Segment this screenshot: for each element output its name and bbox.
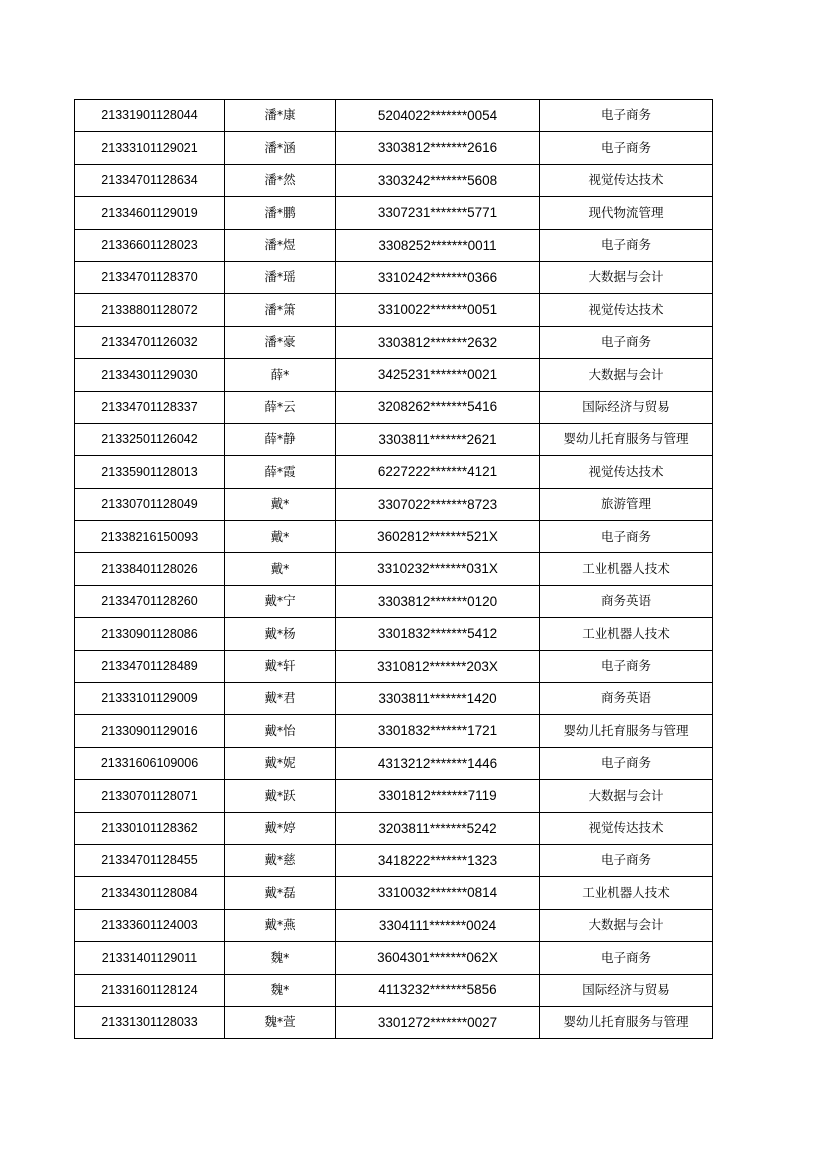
- id-card-cell: 3301832*******5412: [336, 618, 540, 650]
- name-cell: 戴*妮: [225, 747, 336, 779]
- table-row: [75, 197, 713, 229]
- student-id-cell: 21331301128033: [75, 1006, 225, 1038]
- name-cell: 薛*静: [225, 423, 336, 455]
- id-card-cell: 3307022*******8723: [336, 488, 540, 520]
- id-card-cell: 3303811*******1420: [336, 683, 540, 715]
- name-cell: 潘*豪: [225, 326, 336, 358]
- name-cell: 潘*鹏: [225, 197, 336, 229]
- student-id-cell: 21334701128455: [75, 844, 225, 876]
- table-row: [75, 229, 713, 261]
- id-card-cell: 3303812*******2632: [336, 326, 540, 358]
- major-cell: 电子商务: [540, 326, 713, 358]
- major-cell: 大数据与会计: [540, 359, 713, 391]
- name-cell: 魏*: [225, 942, 336, 974]
- major-cell: 婴幼儿托育服务与管理: [540, 423, 713, 455]
- student-id-cell: 21331901128044: [75, 100, 225, 132]
- student-id-cell: 21335901128013: [75, 456, 225, 488]
- major-cell: 视觉传达技术: [540, 294, 713, 326]
- id-card-cell: 3310232*******031X: [336, 553, 540, 585]
- major-cell: 商务英语: [540, 585, 713, 617]
- id-card-cell: 3307231*******5771: [336, 197, 540, 229]
- major-cell: 电子商务: [540, 942, 713, 974]
- table-row: [75, 521, 713, 553]
- table-row: [75, 877, 713, 909]
- student-id-cell: 21331606109006: [75, 747, 225, 779]
- table-row: [75, 974, 713, 1006]
- student-id-cell: 21334301128084: [75, 877, 225, 909]
- name-cell: 戴*慈: [225, 844, 336, 876]
- id-card-cell: 3303812*******2616: [336, 132, 540, 164]
- table-row: [75, 747, 713, 779]
- id-card-cell: 3208262*******5416: [336, 391, 540, 423]
- id-card-cell: 3303242*******5608: [336, 164, 540, 196]
- table-row: [75, 909, 713, 941]
- student-id-cell: 21334701128337: [75, 391, 225, 423]
- student-id-cell: 21331601128124: [75, 974, 225, 1006]
- major-cell: 旅游管理: [540, 488, 713, 520]
- name-cell: 薛*云: [225, 391, 336, 423]
- student-id-cell: 21334301129030: [75, 359, 225, 391]
- major-cell: 大数据与会计: [540, 780, 713, 812]
- name-cell: 薛*霞: [225, 456, 336, 488]
- table-row: [75, 942, 713, 974]
- id-card-cell: 3303812*******0120: [336, 585, 540, 617]
- major-cell: 现代物流管理: [540, 197, 713, 229]
- student-id-cell: 21331401129011: [75, 942, 225, 974]
- name-cell: 薛*: [225, 359, 336, 391]
- id-card-cell: 3310242*******0366: [336, 261, 540, 293]
- name-cell: 戴*: [225, 521, 336, 553]
- major-cell: 商务英语: [540, 683, 713, 715]
- id-card-cell: 3310812*******203X: [336, 650, 540, 682]
- major-cell: 视觉传达技术: [540, 456, 713, 488]
- student-id-cell: 21332501126042: [75, 423, 225, 455]
- student-id-cell: 21333601124003: [75, 909, 225, 941]
- table-row: [75, 132, 713, 164]
- id-card-cell: 3425231*******0021: [336, 359, 540, 391]
- name-cell: 潘*煜: [225, 229, 336, 261]
- id-card-cell: 3310032*******0814: [336, 877, 540, 909]
- name-cell: 魏*: [225, 974, 336, 1006]
- roster-body: [75, 100, 713, 1039]
- table-row: [75, 812, 713, 844]
- id-card-cell: 4313212*******1446: [336, 747, 540, 779]
- student-id-cell: 21336601128023: [75, 229, 225, 261]
- id-card-cell: 3303811*******2621: [336, 423, 540, 455]
- table-row: [75, 618, 713, 650]
- name-cell: 戴*跃: [225, 780, 336, 812]
- table-row: [75, 553, 713, 585]
- student-id-cell: 21334701128489: [75, 650, 225, 682]
- table-row: [75, 326, 713, 358]
- table-row: [75, 100, 713, 132]
- student-id-cell: 21333101129009: [75, 683, 225, 715]
- name-cell: 潘*康: [225, 100, 336, 132]
- name-cell: 戴*杨: [225, 618, 336, 650]
- name-cell: 戴*磊: [225, 877, 336, 909]
- table-row: [75, 683, 713, 715]
- major-cell: 国际经济与贸易: [540, 391, 713, 423]
- major-cell: 电子商务: [540, 521, 713, 553]
- student-id-cell: 21330101128362: [75, 812, 225, 844]
- table-row: [75, 488, 713, 520]
- major-cell: 国际经济与贸易: [540, 974, 713, 1006]
- table-row: [75, 844, 713, 876]
- student-id-cell: 21334701128370: [75, 261, 225, 293]
- name-cell: 戴*燕: [225, 909, 336, 941]
- table-row: [75, 585, 713, 617]
- table-row: [75, 359, 713, 391]
- name-cell: 潘*然: [225, 164, 336, 196]
- name-cell: 戴*怡: [225, 715, 336, 747]
- table-row: [75, 715, 713, 747]
- student-id-cell: 21334701128634: [75, 164, 225, 196]
- name-cell: 潘*箫: [225, 294, 336, 326]
- id-card-cell: 3304111*******0024: [336, 909, 540, 941]
- name-cell: 戴*君: [225, 683, 336, 715]
- student-id-cell: 21334601129019: [75, 197, 225, 229]
- major-cell: 工业机器人技术: [540, 553, 713, 585]
- name-cell: 戴*: [225, 553, 336, 585]
- major-cell: 大数据与会计: [540, 261, 713, 293]
- id-card-cell: 3301272*******0027: [336, 1006, 540, 1038]
- table-row: [75, 650, 713, 682]
- major-cell: 电子商务: [540, 100, 713, 132]
- major-cell: 电子商务: [540, 229, 713, 261]
- major-cell: 婴幼儿托育服务与管理: [540, 715, 713, 747]
- student-id-cell: 21330701128049: [75, 488, 225, 520]
- major-cell: 电子商务: [540, 844, 713, 876]
- name-cell: 潘*瑶: [225, 261, 336, 293]
- name-cell: 戴*宁: [225, 585, 336, 617]
- student-id-cell: 21338216150093: [75, 521, 225, 553]
- table-row: [75, 456, 713, 488]
- id-card-cell: 3301812*******7119: [336, 780, 540, 812]
- id-card-cell: 5204022*******0054: [336, 100, 540, 132]
- table-row: [75, 1006, 713, 1038]
- id-card-cell: 3308252*******0011: [336, 229, 540, 261]
- major-cell: 婴幼儿托育服务与管理: [540, 1006, 713, 1038]
- student-id-cell: 21330901129016: [75, 715, 225, 747]
- major-cell: 电子商务: [540, 132, 713, 164]
- name-cell: 戴*轩: [225, 650, 336, 682]
- table-row: [75, 423, 713, 455]
- student-id-cell: 21338801128072: [75, 294, 225, 326]
- id-card-cell: 4113232*******5856: [336, 974, 540, 1006]
- table-row: [75, 164, 713, 196]
- major-cell: 大数据与会计: [540, 909, 713, 941]
- id-card-cell: 3602812*******521X: [336, 521, 540, 553]
- student-roster-table: [74, 99, 713, 1039]
- id-card-cell: 3301832*******1721: [336, 715, 540, 747]
- name-cell: 魏*萱: [225, 1006, 336, 1038]
- table-row: [75, 261, 713, 293]
- id-card-cell: 3310022*******0051: [336, 294, 540, 326]
- major-cell: 电子商务: [540, 747, 713, 779]
- student-id-cell: 21338401128026: [75, 553, 225, 585]
- student-id-cell: 21330701128071: [75, 780, 225, 812]
- major-cell: 电子商务: [540, 650, 713, 682]
- major-cell: 视觉传达技术: [540, 812, 713, 844]
- name-cell: 戴*婷: [225, 812, 336, 844]
- id-card-cell: 3203811*******5242: [336, 812, 540, 844]
- student-id-cell: 21330901128086: [75, 618, 225, 650]
- major-cell: 视觉传达技术: [540, 164, 713, 196]
- table-row: [75, 391, 713, 423]
- major-cell: 工业机器人技术: [540, 877, 713, 909]
- table-row: [75, 780, 713, 812]
- student-id-cell: 21334701126032: [75, 326, 225, 358]
- id-card-cell: 3604301*******062X: [336, 942, 540, 974]
- name-cell: 潘*涵: [225, 132, 336, 164]
- id-card-cell: 6227222*******4121: [336, 456, 540, 488]
- name-cell: 戴*: [225, 488, 336, 520]
- student-id-cell: 21334701128260: [75, 585, 225, 617]
- major-cell: 工业机器人技术: [540, 618, 713, 650]
- id-card-cell: 3418222*******1323: [336, 844, 540, 876]
- student-id-cell: 21333101129021: [75, 132, 225, 164]
- table-row: [75, 294, 713, 326]
